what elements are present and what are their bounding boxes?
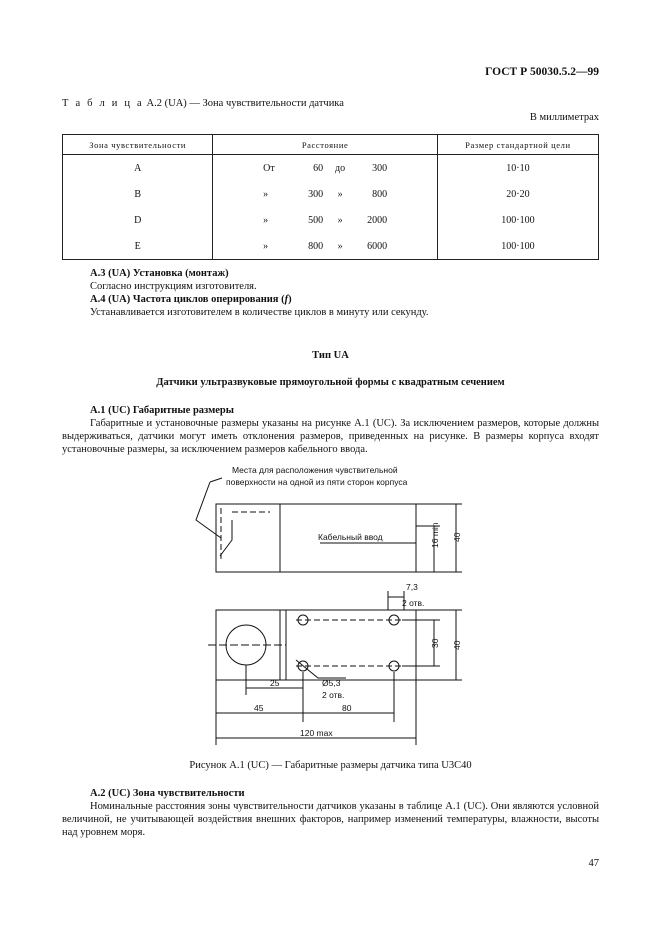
dist-mid: » (337, 240, 343, 252)
col-header-zone: Зона чувствительности (63, 135, 213, 155)
table-units: В миллиметрах (529, 112, 599, 123)
note-sensing-surface-2: поверхности на одной из пяти сторон корпуса (226, 477, 408, 487)
dist-pre: » (263, 240, 269, 252)
section-a4-title-post: ) (288, 294, 292, 305)
sensitivity-table (62, 134, 599, 260)
dist-from: 500 (308, 214, 324, 226)
cell-distance (213, 207, 437, 233)
cell-distance (213, 155, 437, 182)
dim-40-top: 40 (452, 640, 462, 650)
cell-distance (213, 181, 437, 207)
dim-7-3: 7,3 (406, 582, 418, 592)
col-header-distance: Расстояние (213, 135, 437, 155)
dist-to: 800 (372, 188, 388, 200)
note-sensing-surface-1: Места для расположения чувствительной (232, 465, 398, 475)
dim-25: 25 (270, 678, 280, 688)
dim-2-holes-a: 2 отв. (402, 598, 425, 608)
table-title-prefix: Т а б л и ц а (62, 98, 144, 109)
dim-2-holes-b: 2 отв. (322, 690, 345, 700)
table-row (63, 233, 599, 260)
dist-mid: » (337, 188, 343, 200)
section-a2-text: Номинальные расстояния зоны чувствительности датчиков указаны в таблице А.1 (UC). Они являются условной величиной, не учитывающей воздействия внешних факторов, например изменений температуры, влажности, высоты над уровнем моря. (62, 801, 599, 838)
dist-from: 800 (308, 240, 324, 252)
cell-target: 100·100 (437, 233, 598, 260)
section-a1-text: Габаритные и установочные размеры указаны на рисунке А.1 (UC). За исключением размеров, которые должны выдерживаться, датчики могут иметь отклонения размеров, приведенных на рисунке. В размеры корпуса входят установочные размеры, за исключением размеров кабельного ввода. (62, 418, 599, 455)
table-title (62, 98, 344, 109)
table-title-text: А.2 (UA) — Зона чувствительности датчика (146, 98, 344, 109)
cell-target: 20·20 (437, 181, 598, 207)
table-row (63, 207, 599, 233)
section-a4-text: Устанавливается изготовителем в количестве циклов в минуту или секунду. (90, 307, 429, 318)
section-a1 (62, 404, 599, 456)
sensor-body-side (216, 504, 416, 572)
section-a2 (62, 787, 599, 839)
type-heading: Тип UA (312, 350, 349, 361)
section-a3 (62, 267, 599, 319)
section-a2-title: А.2 (UC) Зона чувствительности (90, 788, 245, 799)
cable-entry-label: Кабельный ввод (318, 532, 383, 542)
dist-mid: до (335, 162, 346, 174)
cell-zone: B (63, 181, 213, 207)
section-a3-title: А.3 (UA) Установка (монтаж) (90, 268, 229, 279)
dist-to: 2000 (367, 214, 388, 226)
document-code: ГОСТ Р 50030.5.2—99 (485, 66, 599, 78)
sub-heading: Датчики ультразвуковые прямоугольной формы с квадратным сечением (156, 377, 505, 388)
section-a4-title-symbol: f (284, 294, 289, 305)
cell-target: 10·10 (437, 155, 598, 182)
dist-to: 6000 (367, 240, 388, 252)
dist-to: 300 (372, 162, 388, 174)
section-a1-title: А.1 (UC) Габаритные размеры (90, 405, 234, 416)
dist-mid: » (337, 214, 343, 226)
dist-from: 300 (308, 188, 324, 200)
dist-pre: » (263, 188, 269, 200)
cell-zone: D (63, 207, 213, 233)
dist-pre: » (263, 214, 269, 226)
figure-caption: Рисунок А.1 (UC) — Габаритные размеры датчика типа U3C40 (189, 760, 472, 771)
cell-target: 100·100 (437, 207, 598, 233)
cell-zone: E (63, 233, 213, 260)
table-row (63, 155, 599, 182)
section-a4-title (62, 293, 599, 306)
cell-distance (213, 233, 437, 260)
page-number: 47 (588, 858, 599, 869)
dim-16min: 16 min (430, 522, 440, 548)
dim-40-side: 40 (452, 532, 462, 542)
dim-30: 30 (430, 638, 440, 648)
section-a4-title-pre: А.4 (UA) Частота циклов оперирования ( (90, 294, 285, 305)
dim-120max: 120 max (300, 728, 333, 738)
dim-45: 45 (254, 703, 264, 713)
section-a3-text: Согласно инструкциям изготовителя. (90, 281, 257, 292)
col-header-target: Размер стандартной цели (437, 135, 598, 155)
dist-from: 60 (313, 162, 324, 174)
dist-pre: От (263, 162, 275, 174)
dim-d5-3: Ø5,3 (322, 678, 341, 688)
dim-80: 80 (342, 703, 352, 713)
dimension-drawing (0, 460, 661, 755)
table-row (63, 181, 599, 207)
cell-zone: A (63, 155, 213, 182)
